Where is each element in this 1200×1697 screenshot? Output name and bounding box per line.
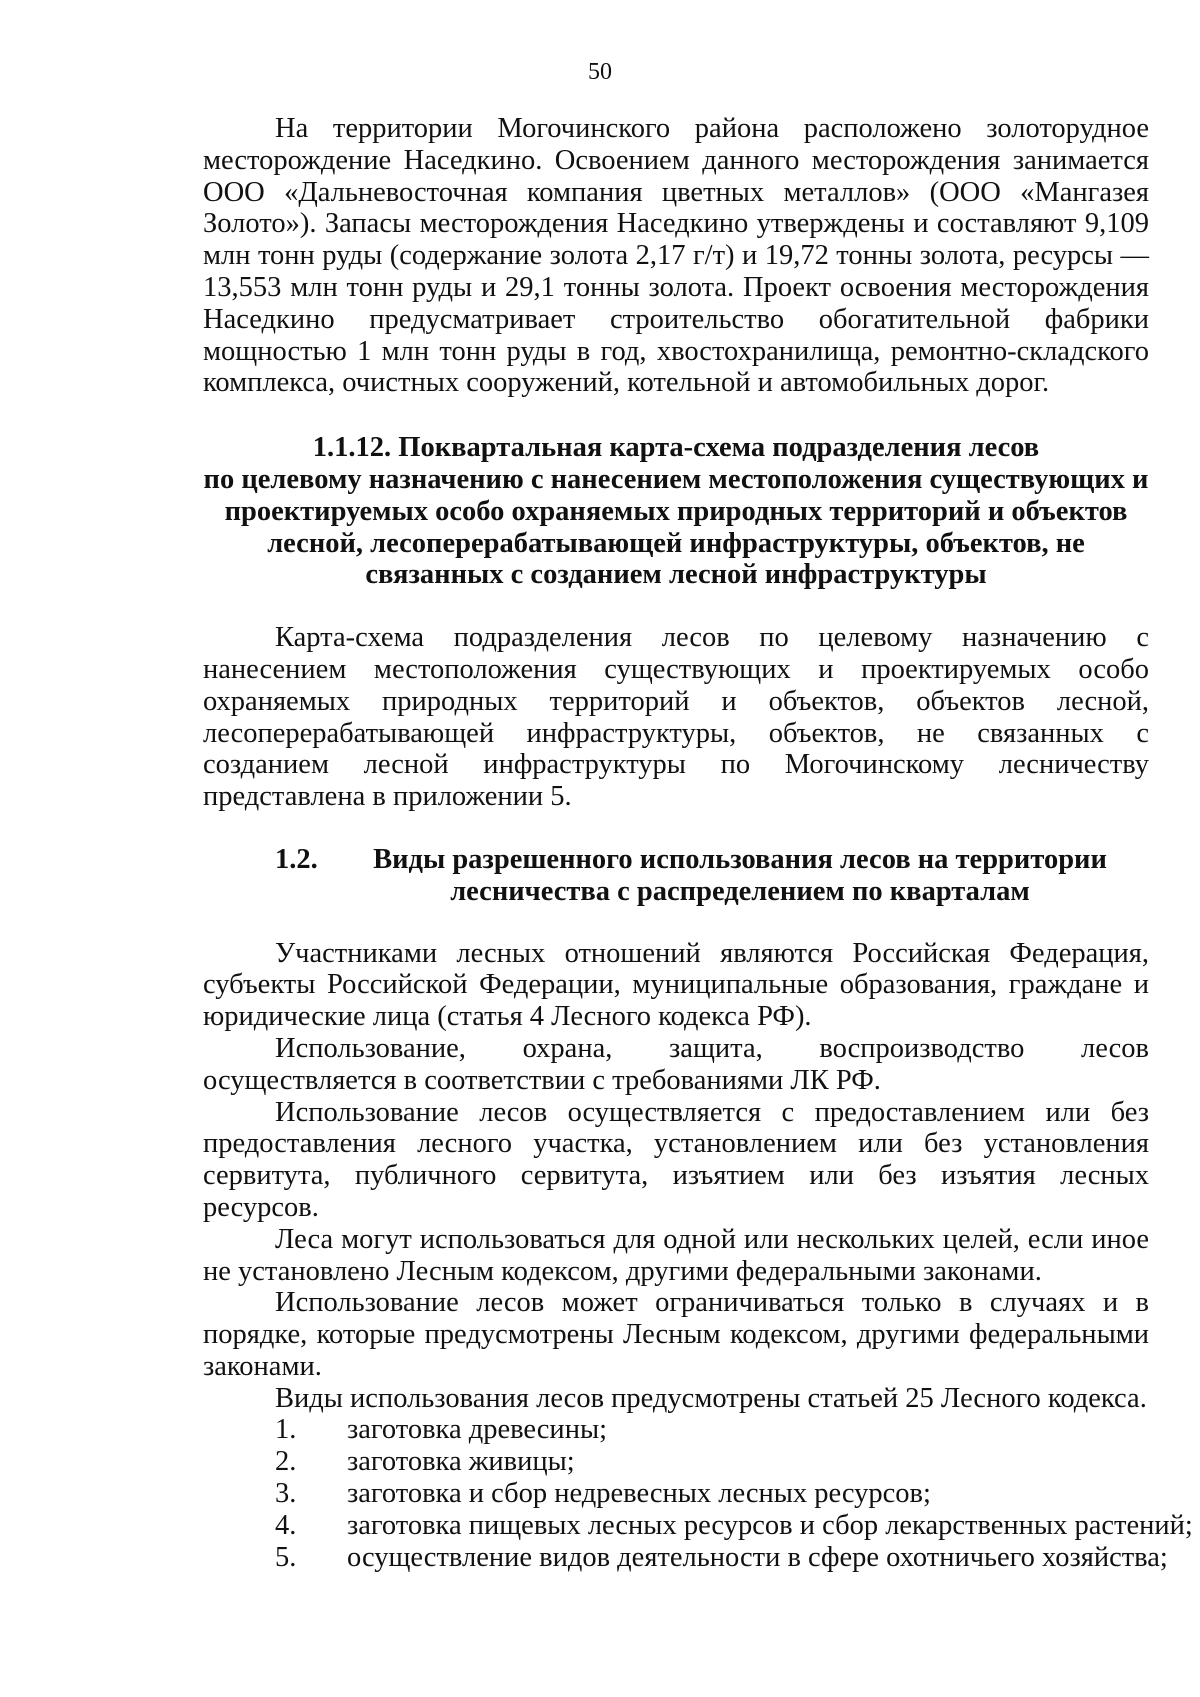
section-title — [351, 844, 1149, 908]
list-item — [203, 1446, 1149, 1478]
heading-line: лесничества с распределением по кварталам — [450, 875, 1030, 907]
section-number: 1.2. — [275, 843, 318, 875]
list-item — [203, 1414, 1149, 1446]
body-paragraph: Виды использования лесов предусмотрены статьей 25 Лесного кодекса. — [275, 1382, 1147, 1414]
list-item — [203, 1541, 1168, 1574]
heading-line: Виды разрешенного использования лесов на территории — [373, 843, 1107, 875]
heading-line: лесной, лесоперерабатывающей инфраструктуры, объектов, не — [267, 527, 1085, 559]
body-paragraph: Участниками лесных отношений являются Российская Федерация, субъекты Российской Федерации, муниципальные образования, граждане и юридические лица (статья 4 Лесного кодекса РФ). — [203, 937, 1149, 1033]
list-item-text: заготовка и сбор недревесных лесных ресурсов; — [347, 1478, 931, 1510]
section-1-1-12-heading — [203, 432, 1149, 591]
heading-line: проектируемых особо охраняемых природных территорий и объектов — [224, 495, 1128, 527]
list-item-text: заготовка живицы; — [347, 1446, 575, 1478]
list-item-number: 3. — [275, 1478, 297, 1510]
body-paragraph: Использование лесов может ограничиваться только в случаях и в порядке, которые предусмотрены Лесным кодексом, другими федеральными законами. — [203, 1287, 1149, 1382]
forest-use-list — [203, 1414, 1193, 1573]
body-paragraph: Леса могут использоваться для одной или нескольких целей, если иное не установлено Лесным кодексом, другими федеральными законами. — [203, 1223, 1149, 1287]
list-item — [203, 1478, 1149, 1510]
list-item-text: заготовка древесины; — [347, 1414, 608, 1446]
list-item — [203, 1509, 1193, 1542]
page-number: 50 — [588, 59, 612, 85]
section-1-1-12-paragraph: Карта-схема подразделения лесов по целевому назначению с нанесением местоположения существующих и проектируемых особо охраняемых природных территорий и объектов, объектов лесной, лесоперерабатывающей инфраструктуры, объектов, не связанных с созданием лесной инфраструктуры по Могочинскому лесничеству представлена в приложении 5. — [203, 622, 1149, 813]
section-1-2-heading — [203, 844, 1149, 908]
list-item-text: осуществление видов деятельности в сфере охотничьего хозяйства; — [347, 1541, 1168, 1573]
intro-paragraph: На территории Могочинского района расположено золоторудное месторождение Наседкино. Освоением данного месторождения занимается ООО «Дальневосточная компания цветных металлов» (ООО «Мангазея Золото»). Запасы месторождения Наседкино утверждены и составляют 9,109 млн тонн руды (содержание золота 2,17 г/т) и 19,72 тонны золота, ресурсы — 13,553 млн тонн руды и 29,1 тонны золота. Проект освоения месторождения Наседкино предусматривает строительство обогатительной фабрики мощностью 1 млн тонн руды в год, хвостохранилища, ремонтно-складского комплекса, очистных сооружений, котельной и автомобильных дорог. — [203, 113, 1149, 399]
body-paragraph: Использование лесов осуществляется с предоставлением или без предоставления лесного участка, установлением или без установления сервитута, публичного сервитута, изъятием или без изъятия лесных ресурсов. — [203, 1096, 1149, 1223]
heading-line: связанных с созданием лесной инфраструктуры — [365, 559, 987, 591]
heading-line: по целевому назначению с нанесением местоположения существующих и — [203, 463, 1149, 495]
body-paragraph: Использование, охрана, защита, воспроизводство лесов осуществляется в соответствии с требованиями ЛК РФ. — [203, 1032, 1149, 1096]
heading-line: 1.1.12. Поквартальная карта-схема подразделения лесов — [312, 432, 1040, 464]
list-item-number: 2. — [275, 1446, 297, 1478]
list-item-number: 5. — [275, 1541, 297, 1573]
list-item-number: 4. — [275, 1509, 297, 1541]
page-content — [203, 113, 1193, 1573]
list-item-text: заготовка пищевых лесных ресурсов и сбор лекарственных растений; — [347, 1509, 1193, 1541]
list-item-number: 1. — [275, 1414, 297, 1446]
